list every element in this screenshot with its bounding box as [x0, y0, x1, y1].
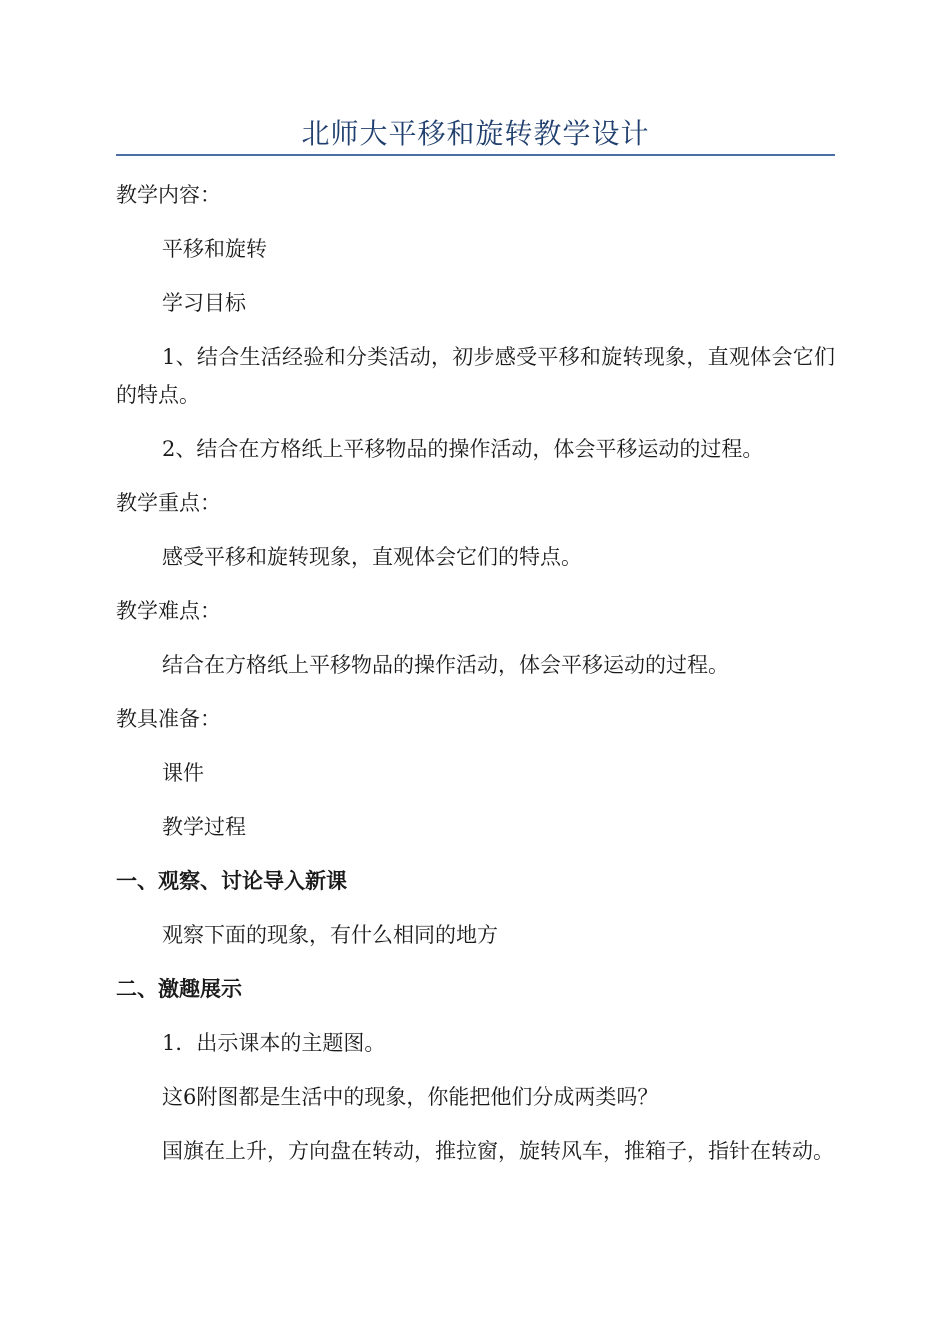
key-text: 感受平移和旋转现象，直观体会它们的特点。 — [162, 545, 582, 569]
objective-1: 1、结合生活经验和分类活动，初步感受平移和旋转现象，直观体会它们的特点。 — [116, 345, 835, 407]
section-1-heading: 一、观察、讨论导入新课 — [116, 868, 347, 893]
materials-heading: 教具准备： — [116, 707, 221, 731]
difficulty-heading: 教学难点： — [116, 599, 221, 623]
section-2-item-1: 1．出示课本的主题图。 — [162, 1031, 386, 1055]
content-text: 平移和旋转 — [162, 237, 267, 261]
document-title: 北师大平移和旋转教学设计 — [301, 117, 650, 150]
materials-text: 课件 — [162, 761, 204, 785]
title-underline — [116, 154, 835, 156]
difficulty-text: 结合在方格纸上平移物品的操作活动，体会平移运动的过程。 — [162, 653, 729, 677]
objective-2: 2、结合在方格纸上平移物品的操作活动，体会平移运动的过程。 — [162, 437, 764, 461]
section-2-heading: 二、激趣展示 — [116, 976, 242, 1001]
process-heading: 教学过程 — [162, 815, 246, 839]
content-heading: 教学内容： — [116, 183, 221, 207]
section-2-examples: 国旗在上升，方向盘在转动，推拉窗，旋转风车，推箱子，指针在转动。 — [162, 1139, 834, 1163]
key-heading: 教学重点： — [116, 491, 221, 515]
section-1-text: 观察下面的现象，有什么相同的地方 — [162, 923, 498, 947]
section-2-question: 这6附图都是生活中的现象，你能把他们分成两类吗？ — [162, 1085, 659, 1109]
objectives-heading: 学习目标 — [162, 291, 246, 315]
